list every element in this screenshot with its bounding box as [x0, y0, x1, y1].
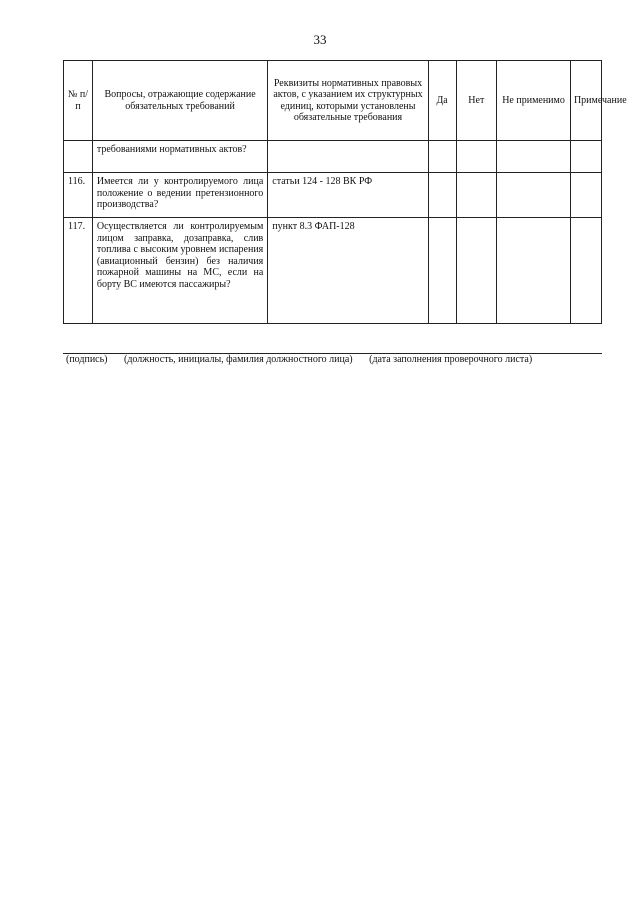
row-requisites: пункт 8.3 ФАП-128	[268, 218, 428, 324]
row-not-applicable-cell[interactable]	[497, 141, 571, 173]
row-no-cell[interactable]	[456, 218, 497, 324]
row-no-cell[interactable]	[456, 173, 497, 218]
row-not-applicable-cell[interactable]	[497, 173, 571, 218]
table-row	[64, 218, 602, 324]
row-num: 116.	[64, 173, 93, 218]
row-note-cell[interactable]	[570, 173, 601, 218]
table-header-row	[64, 61, 602, 141]
row-requisites: статьи 124 - 128 ВК РФ	[268, 173, 428, 218]
row-question: Осуществляется ли контролируемым лицом заправка, дозаправка, слив топлива с высоким уровнем испарения (авиационный бензин) без наличия пожарной машины на МС, если на борту ВС имеются пассажиры?	[92, 218, 267, 324]
row-note-cell[interactable]	[570, 218, 601, 324]
row-num	[64, 141, 93, 173]
header-note: Примечание	[570, 61, 601, 141]
row-yes-cell[interactable]	[428, 173, 456, 218]
table-row	[64, 141, 602, 173]
row-yes-cell[interactable]	[428, 141, 456, 173]
signature-position-label: (должность, инициалы, фамилия должностного лица)	[124, 354, 353, 365]
checklist-table	[63, 60, 627, 324]
header-requisites: Реквизиты нормативных правовых актов, с указанием их структурных единиц, которыми установлены обязательные требования	[268, 61, 428, 141]
table-row	[64, 173, 602, 218]
header-num: № п/п	[64, 61, 93, 141]
page-number: 33	[313, 32, 327, 47]
row-question: Имеется ли у контролируемого лица положение о ведении претензионного производства?	[92, 173, 267, 218]
signature-date-label: (дата заполнения проверочного листа)	[369, 354, 533, 365]
header-yes: Да	[428, 61, 456, 141]
signature-row	[66, 354, 546, 365]
row-yes-cell[interactable]	[428, 218, 456, 324]
row-requisites	[268, 141, 428, 173]
row-question: требованиями нормативных актов?	[92, 141, 267, 173]
header-no: Нет	[456, 61, 497, 141]
signature-sign-label: (подпись)	[66, 354, 108, 365]
row-not-applicable-cell[interactable]	[497, 218, 571, 324]
header-not-applicable: Не применимо	[497, 61, 571, 141]
row-note-cell[interactable]	[570, 141, 601, 173]
header-question: Вопросы, отражающие содержание обязательных требований	[92, 61, 267, 141]
row-no-cell[interactable]	[456, 141, 497, 173]
row-num: 117.	[64, 218, 93, 324]
